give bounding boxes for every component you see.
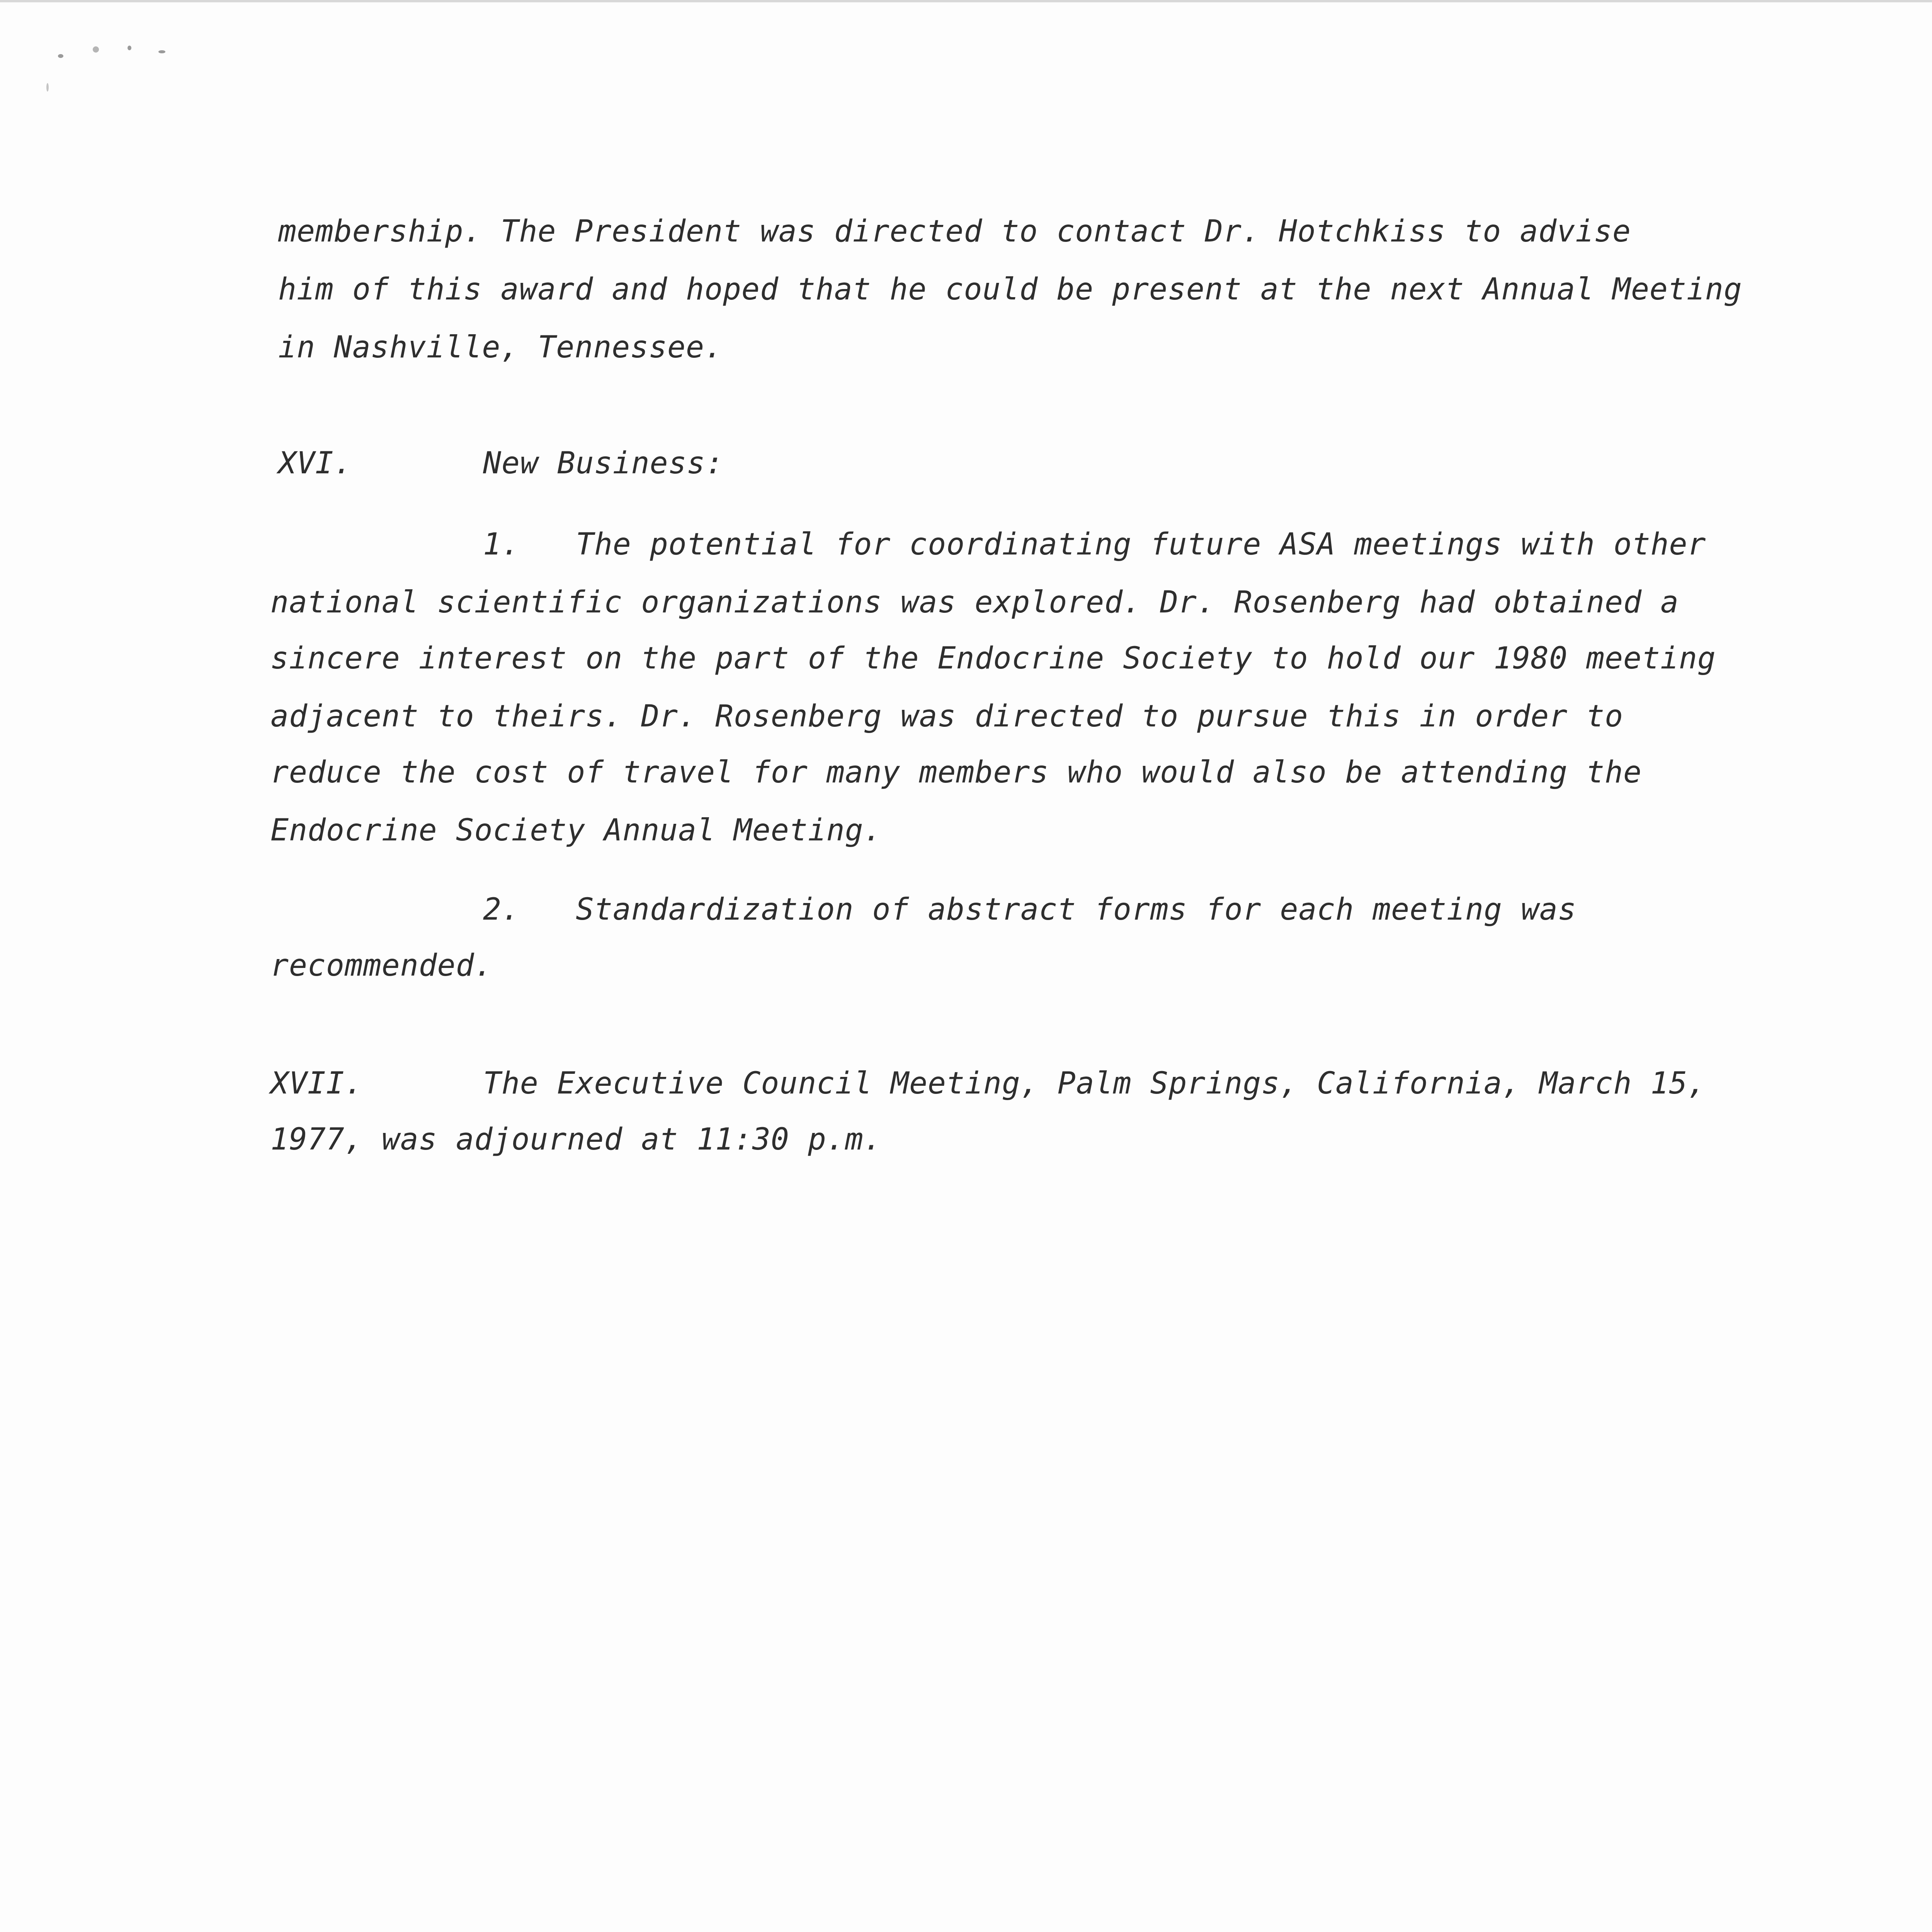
item-1-line: national scientific organizations was explored. Dr. Rosenberg had obtained a — [270, 585, 1679, 620]
section-xvii-first-line: The Executive Council Meeting, Palm Springs, California, March 15, — [483, 1066, 1706, 1101]
section-xvi-heading: New Business: — [483, 446, 724, 481]
item-1-number: 1. — [483, 527, 520, 562]
section-xvii-numeral: XVII. — [270, 1066, 363, 1101]
continued-paragraph-line: him of this award and hoped that he could be present at the next Annual Meeting — [278, 272, 1742, 307]
item-2-line: recommended. — [270, 948, 493, 983]
item-1-first-line: The potential for coordinating future ASA meetings with other — [576, 527, 1706, 562]
section-xvii-line: 1977, was adjourned at 11:30 p.m. — [270, 1122, 882, 1157]
scan-speck — [58, 54, 63, 58]
item-1-line: reduce the cost of travel for many members who would also be attending the — [270, 755, 1642, 790]
scan-speck — [158, 50, 165, 53]
scan-speck — [46, 83, 49, 92]
scan-top-edge — [0, 0, 1932, 2]
item-1-line: sincere interest on the part of the Endocrine Society to hold our 1980 meeting — [270, 641, 1716, 676]
continued-paragraph-line: in Nashville, Tennessee. — [278, 330, 723, 365]
item-2-number: 2. — [483, 892, 520, 927]
item-1-line: Endocrine Society Annual Meeting. — [270, 813, 882, 848]
section-xvi-numeral: XVI. — [278, 446, 352, 481]
scan-speck — [128, 46, 131, 50]
item-1-line: adjacent to theirs. Dr. Rosenberg was directed to pursue this in order to — [270, 699, 1624, 734]
item-2-first-line: Standardization of abstract forms for each meeting was — [576, 892, 1577, 927]
continued-paragraph-line: membership. The President was directed to contact Dr. Hotchkiss to advise — [278, 214, 1631, 249]
scan-speck — [93, 46, 99, 53]
